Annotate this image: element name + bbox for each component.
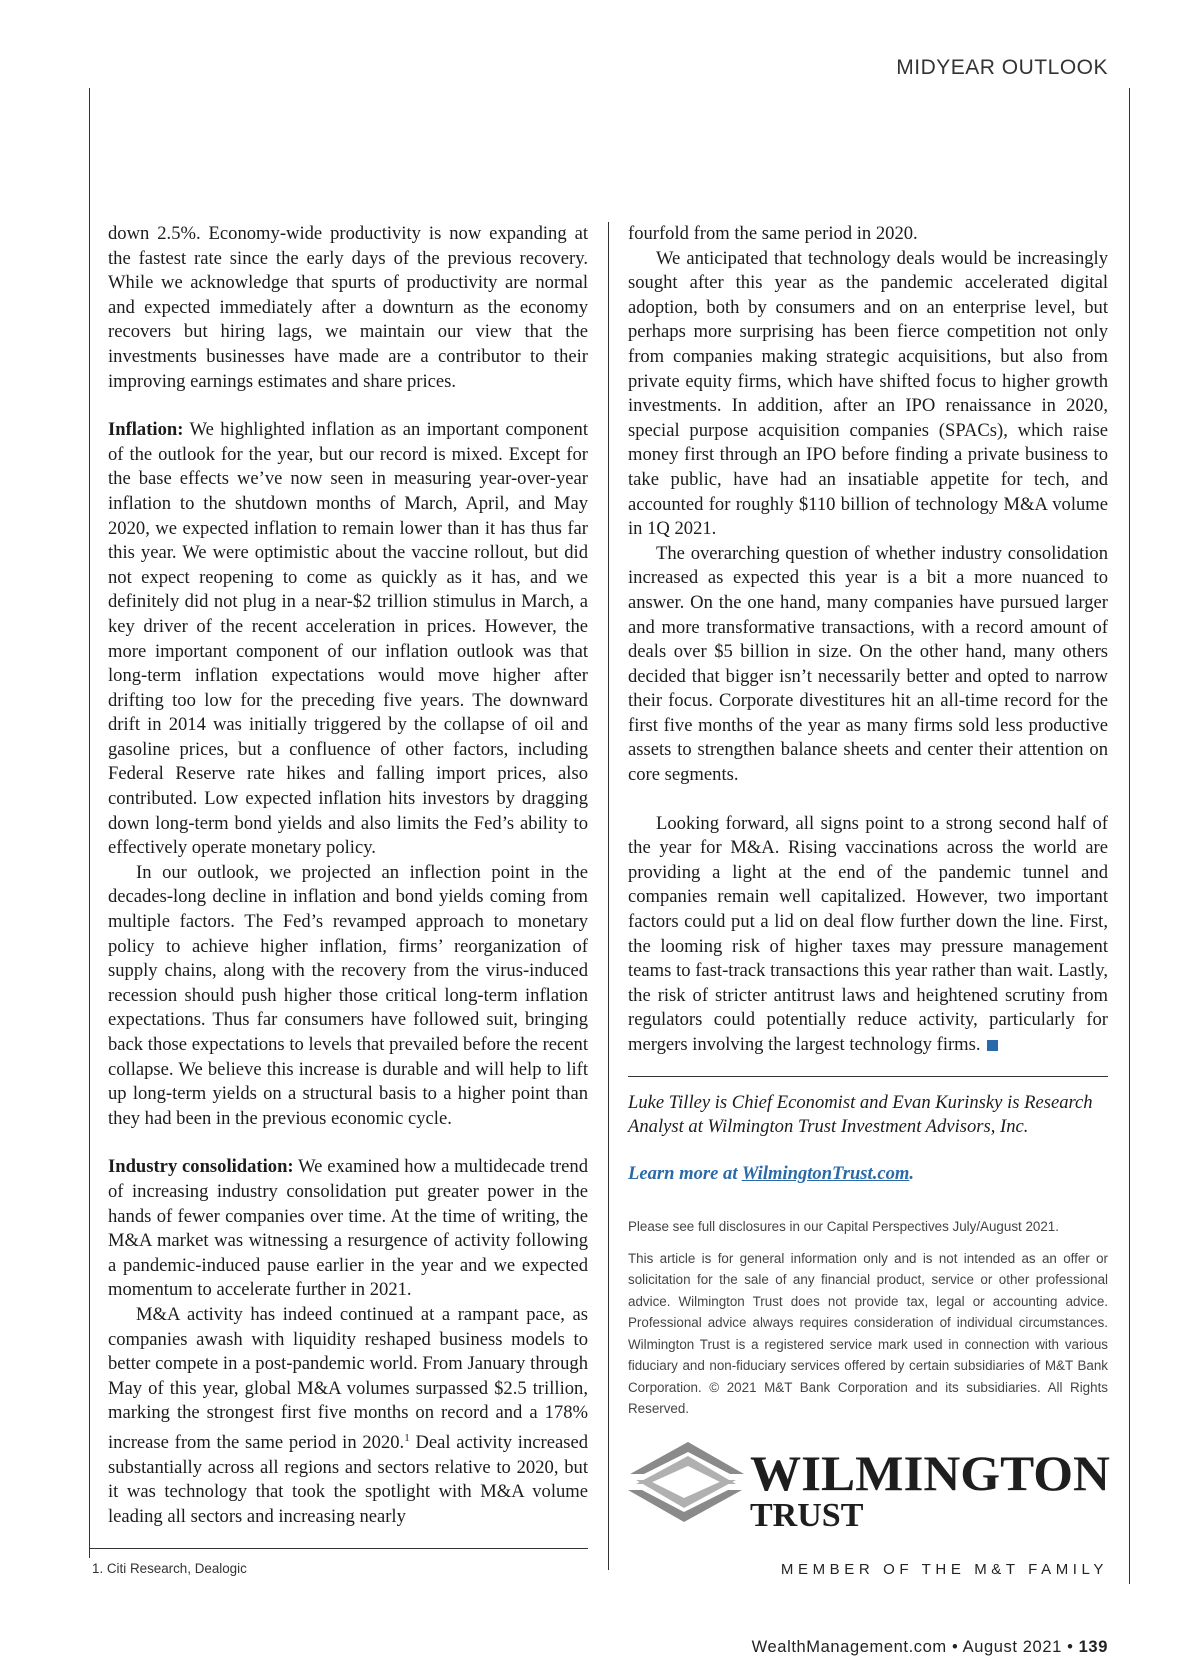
footer-site: WealthManagement.com xyxy=(751,1638,947,1656)
learn-more-prefix: Learn more at xyxy=(628,1162,742,1184)
page-number: 139 xyxy=(1078,1638,1108,1656)
section-header: MIDYEAR OUTLOOK xyxy=(896,56,1108,79)
right-margin-rule xyxy=(1129,88,1130,1584)
learn-more-line xyxy=(628,1162,1108,1187)
logo-wordmark-line1: WILMINGTON xyxy=(750,1445,1110,1501)
right-column xyxy=(628,222,1108,1420)
footnote: 1. Citi Research, Dealogic xyxy=(92,1561,247,1576)
end-mark-icon xyxy=(987,1040,998,1051)
mna-text-b: Deal activity increased substantially across all regions and sectors relative to 2020, but it was technology that took the spotlight with M&A volume leading all sectors and increasing nearly xyxy=(108,1432,589,1527)
footnote-rule xyxy=(90,1548,588,1549)
wilmington-trust-link[interactable]: WilmingtonTrust.com xyxy=(741,1162,910,1184)
paragraph-inflection: In our outlook, we projected an inflection point in the decades-long decline in inflation and bond yields coming from multiple factors. The Fed’s revamped approach to monetary policy to achieve higher inflation, firms’ reorganization of supply chains, along with the recovery from the virus-induced recession should push higher those critical long-term inflation expectations. Thus far consumers have followed suit, bringing back those expectations to levels that prevailed before the recent collapse. We believe this increase is durable and will help to lift up long-term yields on a structural basis to a higher point than they had been in the previous economic cycle. xyxy=(108,861,588,1129)
footer-separator-2: • xyxy=(1067,1638,1074,1656)
paragraph-industry xyxy=(108,1155,588,1303)
mna-text-a: M&A activity has indeed continued at a rampant pace, as companies awash with liquidity reshaped business models to better compete in a post-pandemic world. From January through May of this year, global M&A volumes surpassed $2.5 trillion, marking the strongest first five months on record and a 178% increase from the same period in 2020. xyxy=(108,1303,588,1454)
byline-rule xyxy=(628,1076,1108,1077)
inflation-heading: Inflation: xyxy=(108,419,184,441)
paragraph-fourfold: fourfold from the same period in 2020. xyxy=(628,223,918,244)
looking-forward-text: Looking forward, all signs point to a strong second half of the year for M&A. Rising vaccinations across the world are providing a light at the end of the pandemic tunnel and companies remain well capitalized. However, two important factors could put a lid on deal flow further down the line. First, the looming risk of higher taxes may pressure management teams to fast-track transactions this year rather than wait. Lastly, the risk of stricter antitrust laws and heightened scrutiny from regulators could potentially reduce activity, particularly for mergers involving the largest technology firms. xyxy=(628,812,1108,1055)
paragraph-looking-forward xyxy=(628,812,1108,1058)
wilmington-trust-logo xyxy=(628,1434,1114,1530)
inflation-text: We highlighted inflation as an important component of the outlook for the year, but our record is mixed. Except for the base effects we’ve now seen in measuring year-over-year inflation to the shutdown months of March, April, and May 2020, we expected inflation to remain lower than it has thus far this year. We were optimistic about the vaccine rollout, but did not expect reopening to come as quickly as it has, and we definitely did not plug in a near-$2 trillion stimulus in March, a key driver of the recent acceleration in prices. However, the more important component of our inflation outlook was that long-term inflation expectations would move higher after drifting too low for the preceding five years. The downward drift in 2014 was initially triggered by the collapse of oil and gasoline prices, but a confluence of other factors, including Federal Reserve rate hikes and falling import prices, also contributed. Low expected inflation hits investors by dragging down long-term bond yields and also limits the Fed’s ability to effectively operate monetary policy. xyxy=(108,419,589,859)
disclaimer-text: This article is for general information only and is not intended as an offer or solicitation for the sale of any financial product, service or other professional advice. Wilmington Trust does not provide tax, legal or accounting advice. Professional advice always requires consideration of individual circumstances. Wilmington Trust is a registered service mark used in connection with various fiduciary and non-fiduciary services offered by certain subsidiaries of M&T Bank Corporation. © 2021 M&T Bank Corporation and its subsidiaries. All Rights Reserved. xyxy=(628,1250,1108,1417)
paragraph-mna xyxy=(108,1303,588,1530)
logo-tagline: MEMBER OF THE M&T FAMILY xyxy=(780,1561,1108,1578)
footer-date: August 2021 xyxy=(962,1638,1062,1656)
paragraph-inflation xyxy=(108,418,588,861)
author-byline: Luke Tilley is Chief Economist and Evan Kurinsky is Research Analyst at Wilmington Trust Investment Advisors, Inc. xyxy=(628,1091,1093,1138)
column-divider-rule xyxy=(608,222,609,1570)
learn-more-suffix: . xyxy=(909,1162,915,1184)
paragraph-technology-deals: We anticipated that technology deals would be increasingly sought after this year as the pandemic accelerated digital adoption, both by consumers and on an enterprise level, but perhaps more surprising has been fierce competition not only from companies making strategic acquisitions, but also from private equity firms, which have shifted focus to higher growth investments. In addition, after an IPO renaissance in 2020, special purpose acquisition companies (SPACs), which raise money first through an IPO before finding a private business to take public, have had an insatiable appetite for tech, and accounted for roughly $110 billion of technology M&A volume in 1Q 2021. xyxy=(628,247,1108,540)
paragraph-consolidation: The overarching question of whether industry consolidation increased as expected this year is a bit a more nuanced to answer. On the one hand, many companies have pursued larger and more transformative transactions, with a record amount of deals over $5 billion in size. On the other hand, many others decided that bigger isn’t necessarily better and opted to narrow their focus. Corporate divestitures hit an all-time record for the first five months of the year as many firms sold less productive assets to strengthen balance sheets and center their attention on core segments. xyxy=(628,542,1108,786)
left-margin-rule xyxy=(89,88,90,1558)
paragraph-productivity: down 2.5%. Economy-wide productivity is now expanding at the fastest rate since the early days of the previous recovery. While we acknowledge that spurts of productivity are normal and expected immediately after a downturn as the economy recovers but hiring lags, we maintain our view that the investments businesses have made are a contributor to their improving earnings estimates and share prices. xyxy=(108,223,588,392)
left-column xyxy=(108,222,588,1529)
page-footer xyxy=(752,1638,1108,1657)
disclosure-reference: Please see full disclosures in our Capital Perspectives July/August 2021. xyxy=(628,1219,1059,1235)
footer-separator: • xyxy=(951,1638,959,1656)
industry-heading: Industry consolidation: xyxy=(108,1156,294,1178)
logo-wordmark-line2: TRUST xyxy=(750,1497,864,1530)
industry-text: We examined how a multidecade trend of increasing industry consolidation put greater power in the hands of fewer companies over time. At the time of writing, the M&A market was witnessing a resurgence of activity following a pandemic-induced pause earlier in the year and we expected momentum to accelerate further in 2021. xyxy=(108,1156,589,1301)
logo-mark-icon xyxy=(628,1442,744,1522)
footnote-marker: 1 xyxy=(404,1431,410,1444)
